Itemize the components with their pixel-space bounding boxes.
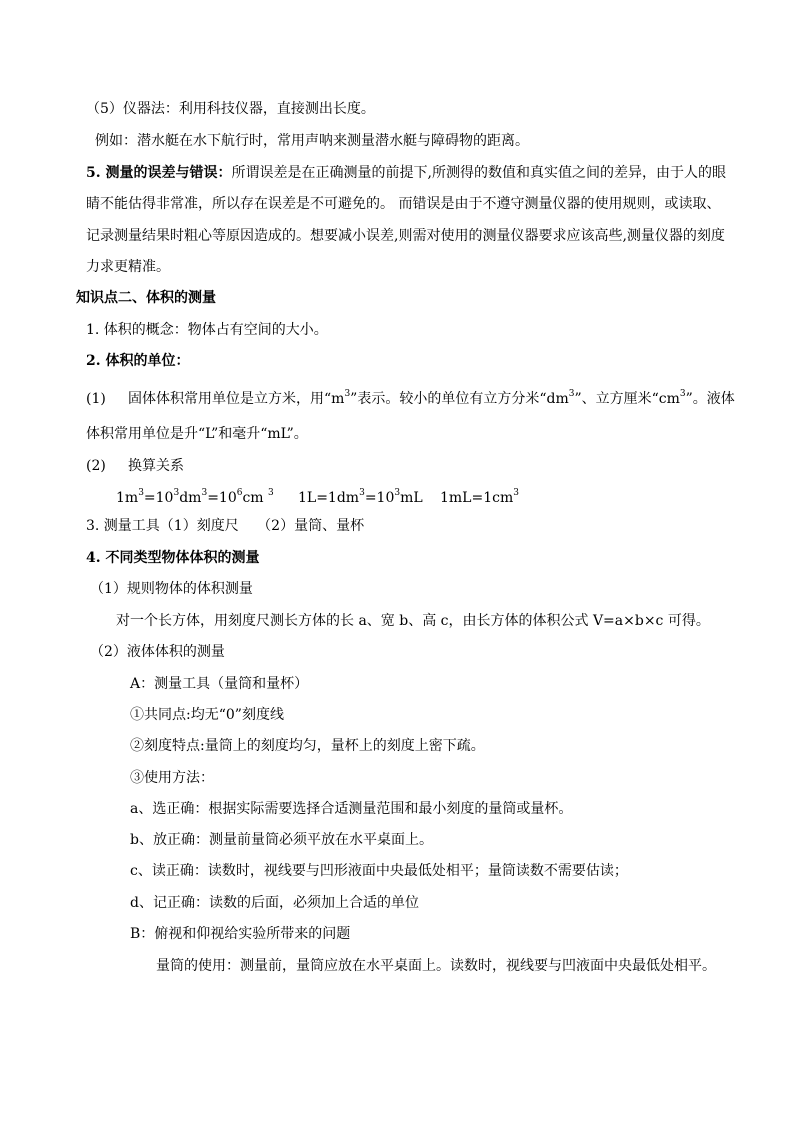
point-1: ①共同点:均无“0”刻度线 bbox=[130, 707, 284, 723]
unit-item-2-text: 换算关系 bbox=[128, 458, 184, 474]
unit-item-2-number: (2) bbox=[86, 458, 106, 474]
step-a: a、选正确：根据实际需要选择合适测量范围和最小刻度的量筒或量杯。 bbox=[130, 801, 573, 817]
conversion-cubic-meter: $1m^3=10^3dm^3=10^6cm$ $^3$ bbox=[116, 488, 274, 506]
step-c: c、读正确：读数时，视线要与凹形液面中央最低处相平；量筒读数不需要估读； bbox=[130, 863, 628, 879]
final-note: 量筒的使用：测量前，量筒应放在水平桌面上。读数时，视线要与凹液面中央最低处相平。 bbox=[156, 958, 716, 974]
section-heading-volume: 知识点二、体积的测量 bbox=[76, 290, 216, 306]
error-paragraph-line-4: 力求更精准。 bbox=[86, 259, 170, 275]
measuring-tools: 3. 测量工具（1）刻度尺 （2）量筒、量杯 bbox=[86, 518, 365, 534]
error-paragraph-line-1: 5. 测量的误差与错误：所谓误差是在正确测量的前提下,所测得的数值和真实值之间的差异，由于人的眼 bbox=[86, 165, 726, 181]
volume-unit-heading: 2. 体积的单位： bbox=[86, 353, 190, 369]
item-B: B：俯视和仰视给实验所带来的问题 bbox=[130, 926, 351, 942]
regular-object-heading: （1）规则物体的体积测量 bbox=[90, 581, 253, 597]
example-text: 例如：潜水艇在水下航行时，常用声呐来测量潜水艇与障碍物的距离。 bbox=[95, 133, 529, 149]
unit-item-1-line-2: 体积常用单位是升“L”和毫升“mL”。 bbox=[86, 426, 308, 442]
error-paragraph-line-2: 睛不能估得非常准，所以存在误差是不可避免的。 而错误是由于不遵守测量仪器的使用规则，或读取、 bbox=[86, 196, 721, 212]
step-b: b、放正确：测量前量筒必须平放在水平桌面上。 bbox=[130, 832, 433, 848]
error-paragraph-line-3: 记录测量结果时粗心等原因造成的。想要减小误差,则需对使用的测量仪器要求应该高些,测量仪器的刻度 bbox=[86, 228, 725, 244]
unit-item-1-line-1: 固体体积常用单位是立方米，用“$m^3$”表示。较小的单位有立方分米“$dm^3$”、立方厘米“$cm^3$”。液体 bbox=[128, 389, 735, 407]
error-heading: 5. 测量的误差与错误： bbox=[86, 165, 232, 181]
step-d: d、记正确：读数的后面，必须加上合适的单位 bbox=[130, 895, 419, 911]
conversion-liter: $1L=1dm^3=10^3mL$ bbox=[298, 488, 423, 506]
unit-item-1-number: (1) bbox=[86, 391, 106, 407]
point-2: ②刻度特点:量筒上的刻度均匀，量杯上的刻度上密下疏。 bbox=[130, 738, 485, 754]
method-item-5: （5）仪器法：利用科技仪器，直接测出长度。 bbox=[86, 101, 375, 117]
regular-object-text: 对一个长方体，用刻度尺测长方体的长 a、宽 b、高 c，由长方体的体积公式 V=a×b×c 可得。 bbox=[116, 613, 710, 629]
item-A: A：测量工具（量筒和量杯） bbox=[130, 676, 309, 692]
volume-concept: 1. 体积的概念：物体占有空间的大小。 bbox=[86, 322, 328, 338]
liquid-volume-heading: （2）液体体积的测量 bbox=[90, 644, 225, 660]
point-3: ③使用方法： bbox=[130, 770, 214, 786]
different-objects-heading: 4. 不同类型物体体积的测量 bbox=[86, 550, 260, 566]
conversion-milliliter: $1mL=1cm^3$ bbox=[440, 488, 519, 506]
